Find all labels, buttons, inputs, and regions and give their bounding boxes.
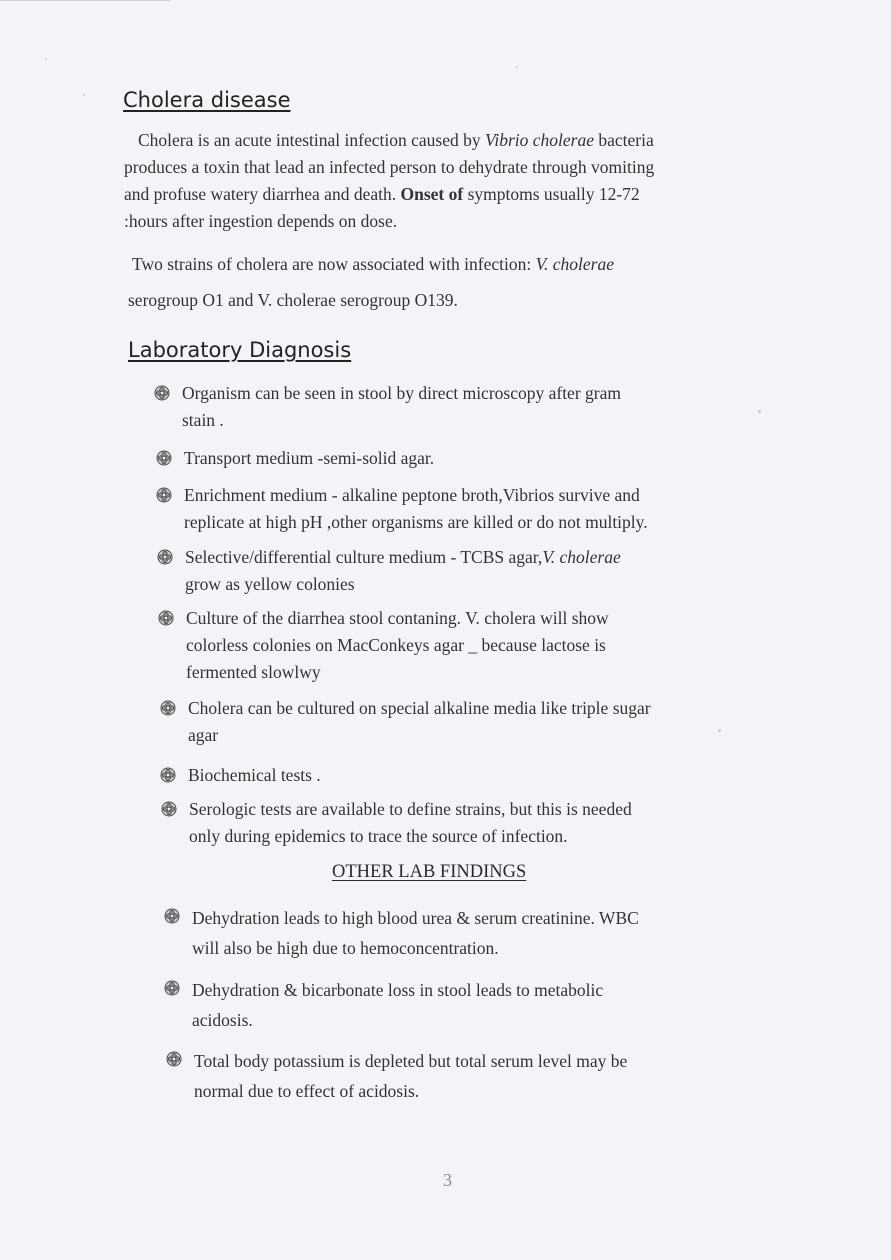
list-item: Enrichment medium - alkaline peptone broth,Vibrios survive and replicate at high pH ,other organisms are killed or do not multiply. (184, 482, 764, 536)
flower-bullet-icon (157, 549, 173, 565)
intro-line-3: and profuse watery diarrhea and death. Onset of symptoms usually 12-72 (124, 184, 640, 204)
other-findings-heading: OTHER LAB FINDINGS (332, 862, 527, 882)
list-item: Culture of the diarrhea stool contaning. V. cholera will show colorless colonies on MacConkeys agar _ because lactose is fermented slowlwy (186, 605, 761, 686)
strains-paragraph (128, 246, 708, 318)
flower-bullet-icon (166, 1051, 182, 1067)
scan-speck (45, 58, 47, 60)
onset-emphasis: Onset of (400, 184, 464, 204)
page-title: Cholera disease (123, 88, 291, 112)
list-item: Cholera can be cultured on special alkaline media like triple sugar agar (188, 695, 748, 749)
scan-speck (516, 66, 518, 68)
strains-line-2: serogroup O1 and V. cholerae serogroup O139. (128, 290, 458, 310)
flower-bullet-icon (164, 980, 180, 996)
scan-edge-line (0, 0, 170, 1)
flower-bullet-icon (160, 700, 176, 716)
flower-bullet-icon (156, 487, 172, 503)
lab-diagnosis-heading: Laboratory Diagnosis (128, 338, 352, 362)
flower-bullet-icon (154, 385, 170, 401)
list-item: Dehydration & bicarbonate loss in stool leads to metabolic acidosis. (192, 975, 767, 1035)
scan-speck (83, 94, 85, 96)
list-item: Dehydration leads to high blood urea & serum creatinine. WBC will also be high due to hemoconcentration. (192, 903, 767, 963)
intro-line-2: produces a toxin that lead an infected person to dehydrate through vomiting (124, 157, 655, 177)
page-number: 3 (443, 1170, 452, 1190)
list-item: Organism can be seen in stool by direct microscopy after gram stain . (182, 380, 757, 434)
list-item: Biochemical tests . (188, 762, 763, 789)
intro-line-1: Cholera is an acute intestinal infection caused by Vibrio cholerae bacteria (138, 130, 654, 150)
flower-bullet-icon (161, 801, 177, 817)
species-name: V. cholerae (535, 254, 614, 274)
flower-bullet-icon (160, 767, 176, 783)
species-name: Vibrio cholerae (484, 130, 594, 150)
intro-paragraph (124, 127, 724, 235)
flower-bullet-icon (156, 450, 172, 466)
scan-speck (758, 410, 761, 413)
strains-line-1: Two strains of cholera are now associated with infection: V. cholerae (132, 254, 614, 274)
species-name: V. cholerae (542, 547, 621, 567)
intro-line-4: :hours after ingestion depends on dose. (124, 211, 398, 231)
list-item: Total body potassium is depleted but total serum level may be normal due to effect of acidosis. (194, 1046, 769, 1106)
list-item: Serologic tests are available to define strains, but this is needed only during epidemics to trace the source of infection. (189, 796, 764, 850)
list-item: Transport medium -semi-solid agar. (184, 445, 759, 472)
list-item: Selective/differential culture medium - TCBS agar,V. cholerae grow as yellow colonies (185, 544, 760, 598)
flower-bullet-icon (164, 908, 180, 924)
flower-bullet-icon (158, 610, 174, 626)
